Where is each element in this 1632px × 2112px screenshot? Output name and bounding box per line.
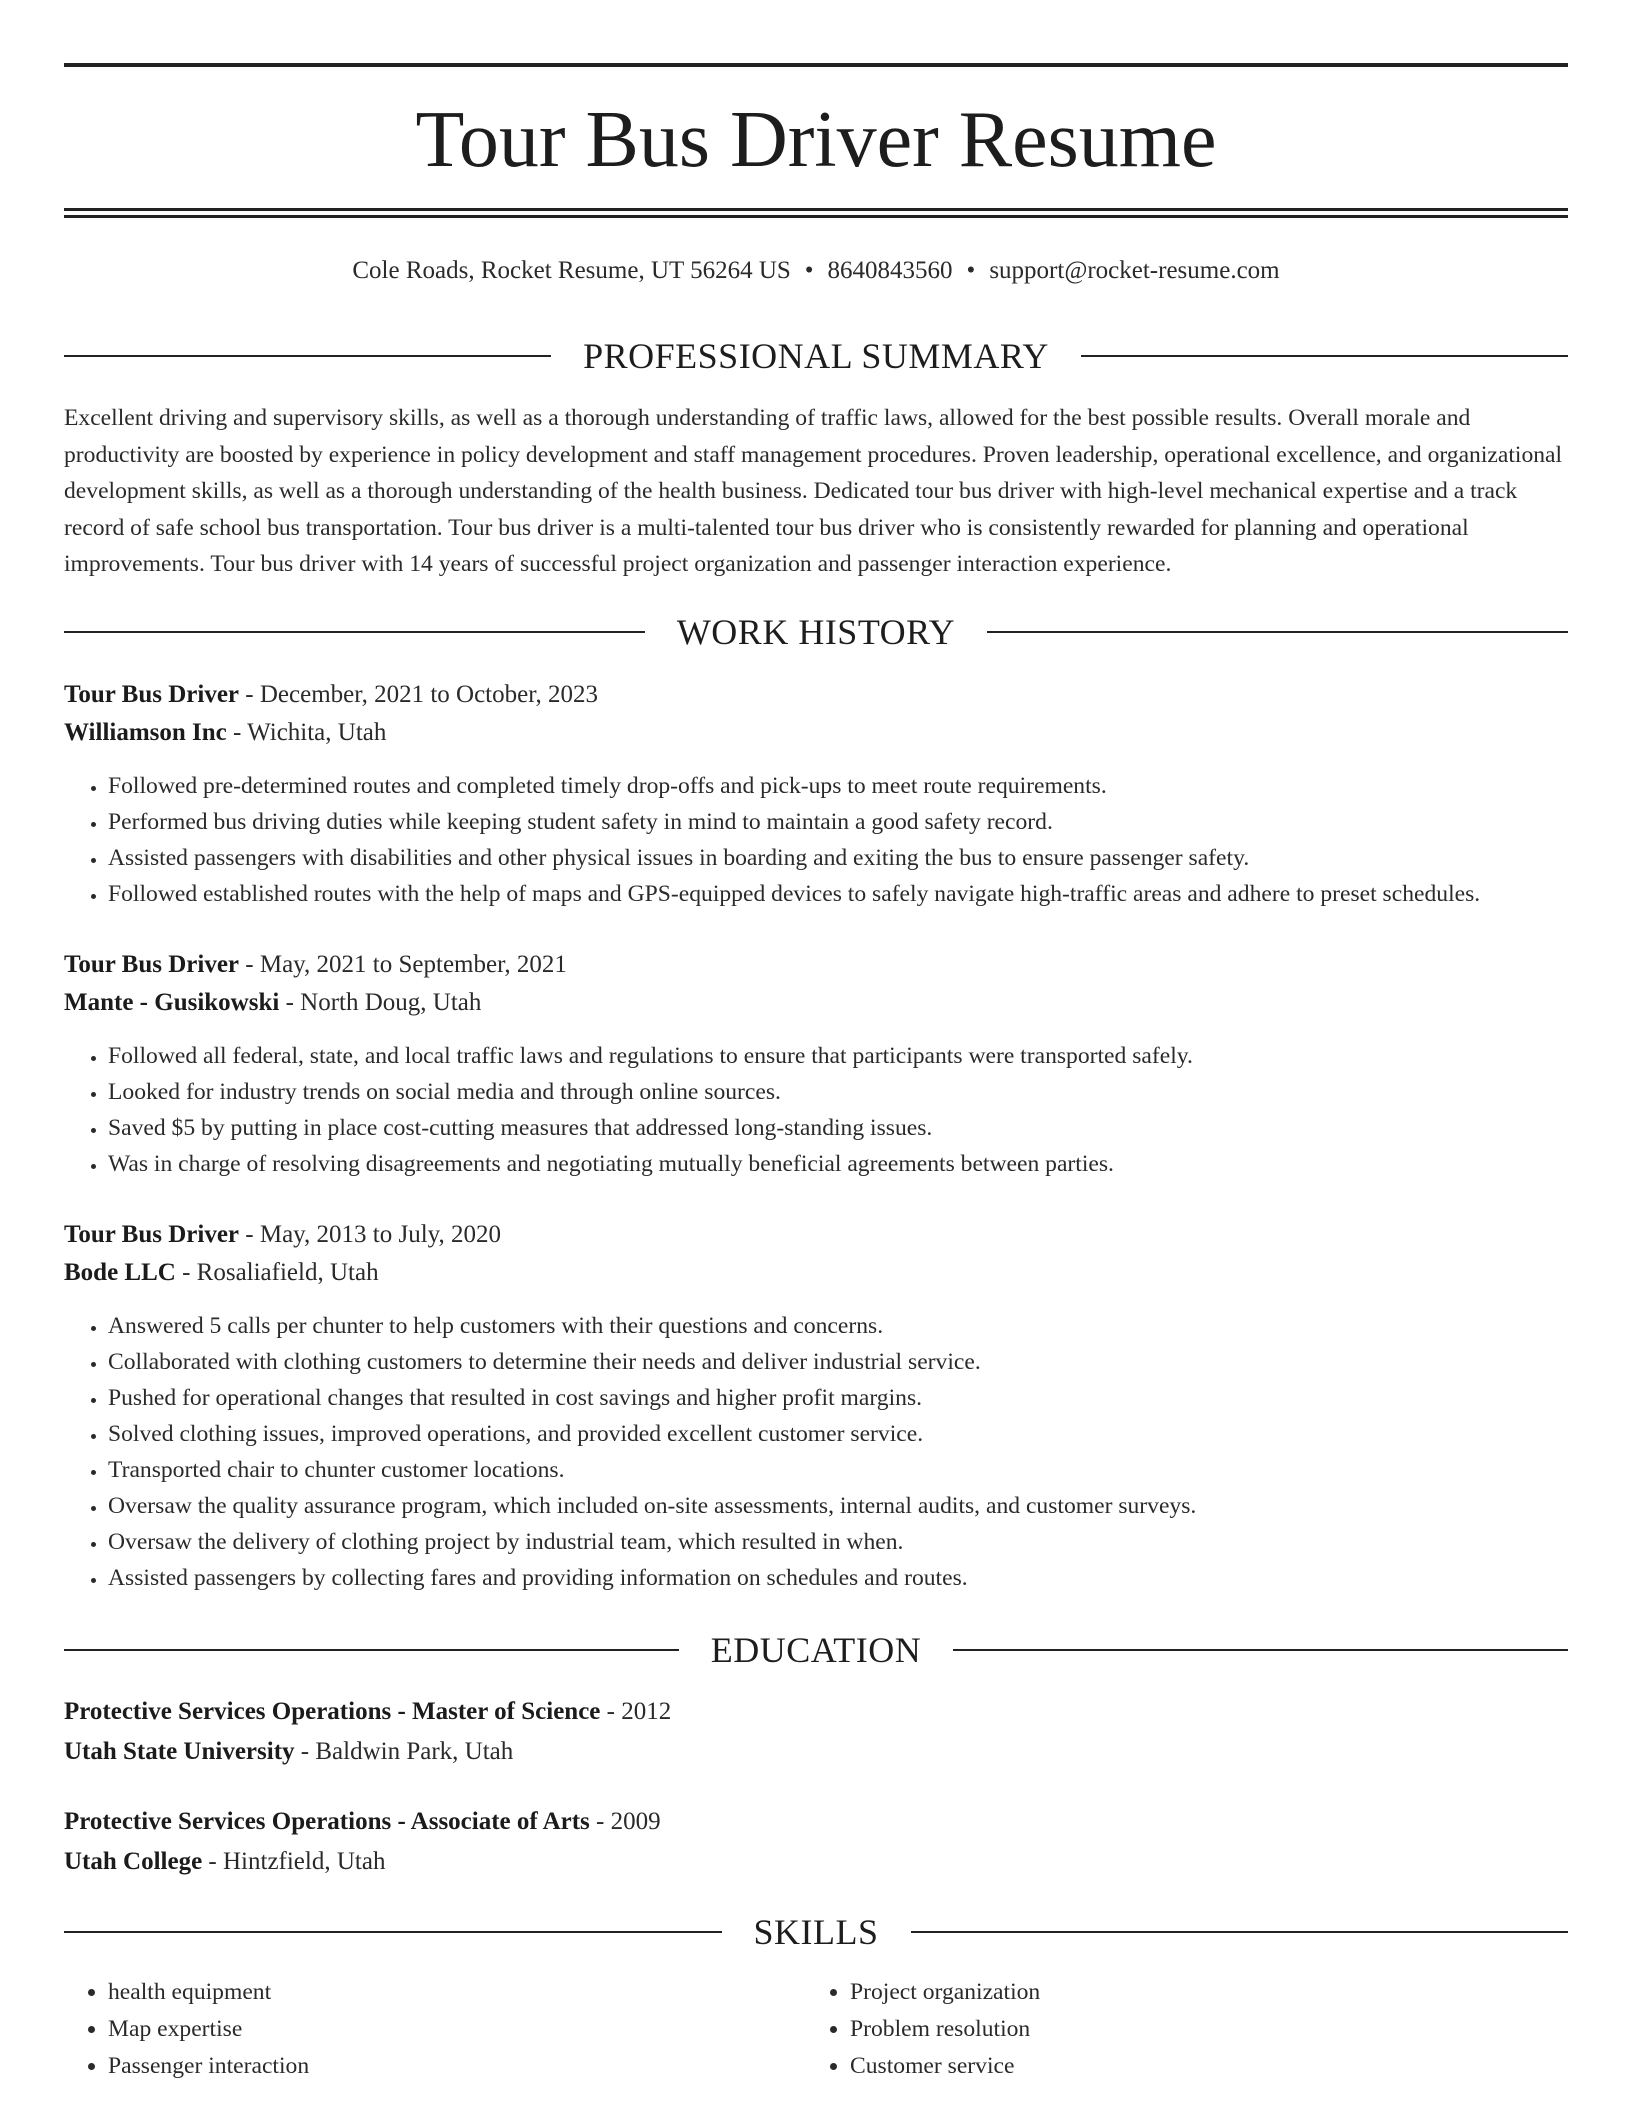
title-rule-lower bbox=[64, 215, 1568, 218]
skill-item: • health equipment bbox=[108, 1974, 806, 2011]
education-location: - Hintzfield, Utah bbox=[202, 1848, 386, 1875]
education-school: Utah State University bbox=[64, 1738, 295, 1765]
education-degree: Protective Services Operations - Master of Science bbox=[64, 1698, 601, 1725]
job-location: - North Doug, Utah bbox=[279, 989, 482, 1016]
page-title: Tour Bus Driver Resume bbox=[415, 96, 1217, 184]
skill-item: • Map expertise bbox=[108, 2011, 806, 2048]
education-location: - Baldwin Park, Utah bbox=[294, 1738, 514, 1765]
job-bullet: • Answered 5 calls per chunter to help customers with their questions and concerns. bbox=[108, 1308, 1568, 1344]
job-location: - Wichita, Utah bbox=[226, 719, 387, 746]
section-title: SKILLS bbox=[753, 1912, 879, 1952]
job-title: Tour Bus Driver bbox=[64, 681, 240, 708]
education-year: - 2012 bbox=[600, 1698, 672, 1725]
section-title: PROFESSIONAL SUMMARY bbox=[583, 336, 1049, 376]
skill-item: • Customer service bbox=[850, 2048, 1548, 2085]
job-bullet: • Oversaw the delivery of clothing project by industrial team, which resulted in when. bbox=[108, 1524, 1568, 1560]
job-bullet: • Pushed for operational changes that resulted in cost savings and higher profit margins. bbox=[108, 1380, 1568, 1416]
job-bullets bbox=[64, 768, 1568, 912]
education-school-line bbox=[64, 1732, 1568, 1772]
heading-rule bbox=[64, 631, 645, 633]
job-dates: - December, 2021 to October, 2023 bbox=[239, 681, 599, 708]
education-degree: Protective Services Operations - Associate of Arts bbox=[64, 1808, 590, 1835]
section-heading-skills bbox=[64, 1910, 1568, 1954]
job-bullet: • Followed established routes with the help of maps and GPS-equipped devices to safely navigate high-traffic areas and adhere to preset schedules. bbox=[108, 876, 1568, 912]
heading-rule bbox=[64, 1931, 722, 1933]
job-company: Bode LLC bbox=[64, 1259, 176, 1286]
top-rule bbox=[64, 63, 1568, 67]
skills-column-left bbox=[64, 1974, 806, 2085]
job-company: Williamson Inc bbox=[64, 719, 227, 746]
job-bullet: • Was in charge of resolving disagreements and negotiating mutually beneficial agreements between parties. bbox=[108, 1146, 1568, 1182]
job-bullet: • Followed pre-determined routes and completed timely drop-offs and pick-ups to meet route requirements. bbox=[108, 768, 1568, 804]
job-company-line bbox=[64, 714, 1568, 752]
education-school: Utah College bbox=[64, 1848, 203, 1875]
education-degree-line bbox=[64, 1692, 1568, 1732]
section-heading-work bbox=[64, 610, 1568, 654]
heading-rule bbox=[987, 631, 1568, 633]
job-company: Mante - Gusikowski bbox=[64, 989, 280, 1016]
job-entry bbox=[64, 1216, 1568, 1596]
job-entry bbox=[64, 676, 1568, 912]
job-bullet: • Solved clothing issues, improved operations, and provided excellent customer service. bbox=[108, 1416, 1568, 1452]
heading-rule bbox=[64, 1649, 679, 1651]
job-title: Tour Bus Driver bbox=[64, 1221, 240, 1248]
contact-line bbox=[64, 254, 1568, 288]
section-title: EDUCATION bbox=[710, 1630, 922, 1670]
job-bullet: • Performed bus driving duties while keeping student safety in mind to maintain a good safety record. bbox=[108, 804, 1568, 840]
heading-rule bbox=[953, 1649, 1568, 1651]
job-bullet: • Oversaw the quality assurance program, which included on-site assessments, internal audits, and customer surveys. bbox=[108, 1488, 1568, 1524]
job-bullet: • Transported chair to chunter customer locations. bbox=[108, 1452, 1568, 1488]
job-location: - Rosaliafield, Utah bbox=[175, 1259, 379, 1286]
job-dates: - May, 2013 to July, 2020 bbox=[239, 1221, 502, 1248]
education-school-line bbox=[64, 1842, 1568, 1882]
job-bullet: • Saved $5 by putting in place cost-cutting measures that addressed long-standing issues. bbox=[108, 1110, 1568, 1146]
contact-separator: • bbox=[804, 257, 814, 284]
job-bullet: • Assisted passengers by collecting fares and providing information on schedules and routes. bbox=[108, 1560, 1568, 1596]
job-bullets bbox=[64, 1308, 1568, 1596]
job-title: Tour Bus Driver bbox=[64, 951, 240, 978]
heading-rule bbox=[1081, 355, 1568, 357]
skill-item: • Problem resolution bbox=[850, 2011, 1548, 2048]
job-company-line bbox=[64, 1254, 1568, 1292]
job-title-line bbox=[64, 676, 1568, 714]
job-dates: - May, 2021 to September, 2021 bbox=[239, 951, 567, 978]
skills-list bbox=[64, 1974, 1568, 2085]
education-year: - 2009 bbox=[589, 1808, 661, 1835]
job-bullet: • Collaborated with clothing customers to determine their needs and deliver industrial service. bbox=[108, 1344, 1568, 1380]
section-heading-summary bbox=[64, 334, 1568, 378]
job-title-line bbox=[64, 1216, 1568, 1254]
contact-address: Cole Roads, Rocket Resume, UT 56264 US bbox=[352, 257, 791, 284]
job-company-line bbox=[64, 984, 1568, 1022]
education-entry bbox=[64, 1802, 1568, 1882]
job-title-line bbox=[64, 946, 1568, 984]
job-bullet: • Looked for industry trends on social media and through online sources. bbox=[108, 1074, 1568, 1110]
job-bullet: • Followed all federal, state, and local traffic laws and regulations to ensure that participants were transported safely. bbox=[108, 1038, 1568, 1074]
skill-item: • Project organization bbox=[850, 1974, 1548, 2011]
section-heading-education bbox=[64, 1628, 1568, 1672]
summary-text: Excellent driving and supervisory skills, as well as a thorough understanding of traffic laws, allowed for the best possible results. Overall morale and productivity are boosted by experience in policy development and staff management procedures. Proven leadership, operational excellence, and organizational development skills, as well as a thorough understanding of the health business. Dedicated tour bus driver with high-level mechanical expertise and a track record of safe school bus transportation. Tour bus driver is a multi-talented tour bus driver who is consistently rewarded for planning and operational improvements. Tour bus driver with 14 years of successful project organization and passenger interaction experience. bbox=[64, 405, 1563, 578]
job-entry bbox=[64, 946, 1568, 1182]
contact-separator: • bbox=[966, 257, 976, 284]
job-bullet: • Assisted passengers with disabilities and other physical issues in boarding and exiting the bus to ensure passenger safety. bbox=[108, 840, 1568, 876]
section-title: WORK HISTORY bbox=[676, 612, 956, 652]
skill-item: • Passenger interaction bbox=[108, 2048, 806, 2085]
education-entry bbox=[64, 1692, 1568, 1772]
education-degree-line bbox=[64, 1802, 1568, 1842]
skills-column-right bbox=[806, 1974, 1548, 2085]
job-bullets bbox=[64, 1038, 1568, 1182]
contact-phone: 8640843560 bbox=[827, 257, 953, 284]
contact-email: support@rocket-resume.com bbox=[989, 257, 1280, 284]
heading-rule bbox=[64, 355, 551, 357]
title-rule-upper bbox=[64, 208, 1568, 211]
heading-rule bbox=[911, 1931, 1569, 1933]
